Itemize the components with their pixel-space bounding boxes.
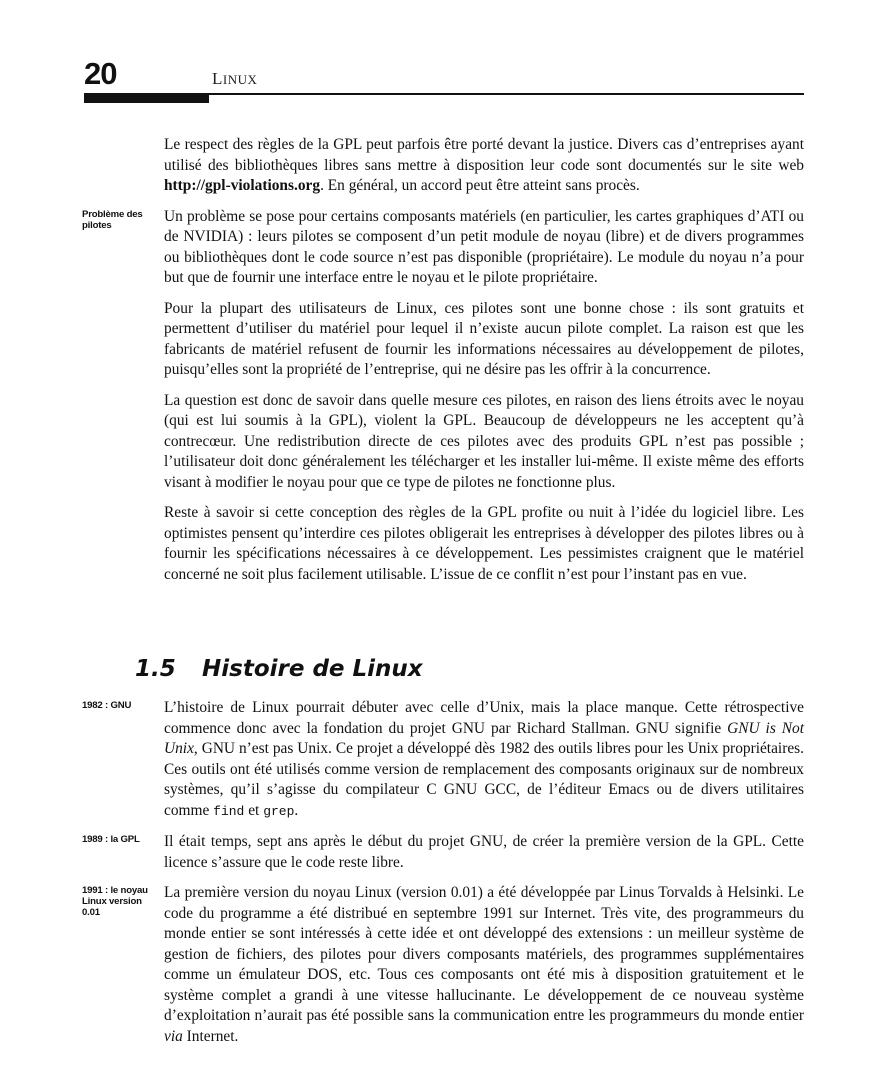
section-linux-history bbox=[82, 698, 804, 1057]
code-grep: grep bbox=[263, 803, 295, 819]
paragraph-linux-kernel bbox=[164, 883, 804, 1047]
paragraph-block bbox=[82, 698, 804, 822]
section-title: Histoire de Linux bbox=[202, 656, 423, 682]
paragraph-block bbox=[164, 299, 804, 381]
paragraph-driver-problem: Un problème se pose pour certains composants matériels (en particulier, les cartes graphiques d’ATI ou de NVIDIA) : leurs pilotes se composent d’un petit module de noyau (libre) et de divers programmes ou bibliothèques dont le code source n’est pas disponible (propriétaire). Le module du noyau n’a pour but que de fournir une interface entre le noyau et le pilote propriétaire. bbox=[164, 207, 804, 286]
code-find: find bbox=[213, 803, 245, 819]
paragraph-text: . En général, un accord peut être atteint sans procès. bbox=[320, 177, 640, 194]
paragraph-drivers-violation: La question est donc de savoir dans quelle mesure ces pilotes, en raison des liens étroits avec le noyau (qui est lui soumis à la GPL), violent la GPL. Beaucoup de développeurs ne les acceptent qu’à contrecœur. Une redistribution directe de ces pilotes avec des produits GPL n’est pas possible ; l’utilisateur doit donc généralement les télécharger et les installer lui-même. Il existe même des efforts visant à modifier le noyau pour que ce type de pilotes ne fonctionne plus. bbox=[164, 391, 804, 491]
paragraph-text: Le respect des règles de la GPL peut parfois être porté devant la justice. Divers cas d’entreprises ayant utilisé des bibliothèques libres sans mettre à disposition leur code sont documentés sur le site web bbox=[164, 136, 804, 174]
paragraph-text: . bbox=[294, 801, 299, 819]
paragraph-drivers-good: Pour la plupart des utilisateurs de Linux, ces pilotes sont une bonne chose : ils sont gratuits et permettent d’utiliser du matériel pour lequel il n’existe aucun pilote complet. La raison est que les fabricants de matériel refusent de fournir les informations nécessaires au développement de pilotes, puisqu’elles sont la propriété de l’entreprise, qui ne désire pas les offrir à la concurrence. bbox=[164, 299, 804, 378]
paragraph-gnu bbox=[164, 698, 804, 822]
paragraph-block bbox=[82, 832, 804, 873]
margin-note-drivers: Problème des pilotes bbox=[82, 208, 143, 231]
running-title-initial: L bbox=[212, 69, 223, 88]
paragraph-gpl: Il était temps, sept ans après le début du projet GNU, de créer la première version de la GPL. Cette licence s’assure que le code reste libre. bbox=[164, 833, 804, 871]
page-number: 20 bbox=[84, 56, 117, 91]
section-gpl-drivers bbox=[82, 135, 804, 595]
header-rule-accent bbox=[84, 93, 209, 103]
section-heading bbox=[135, 656, 423, 682]
margin-note-1982: 1982 : GNU bbox=[82, 700, 132, 711]
via-word: via bbox=[164, 1027, 183, 1045]
gnu-expansion: GNU is Not Unix bbox=[164, 719, 804, 757]
running-title-rest: INUX bbox=[222, 72, 258, 87]
page-header bbox=[84, 56, 804, 106]
gpl-violations-link[interactable]: http://gpl-violations.org bbox=[164, 177, 321, 194]
paragraph-text: , GNU n’est pas Unix. Ce projet a développé dès 1982 des outils libres pour les Unix propriétaires. Ces outils ont été utilisés comme version de remplacement des composants originaux sur de nombreux systèmes, qu’il s’agisse du compilateur C GNU GCC, de l’éditeur Emacs ou de divers utilitaires comme bbox=[164, 740, 804, 819]
section-number: 1.5 bbox=[135, 656, 176, 682]
paragraph-text: La première version du noyau Linux (version 0.01) a été développée par Linus Torvalds à Helsinki. Le code du programme a été distribué en septembre 1991 sur Internet. Très vite, des programmeurs du monde entier se sont intéressés à cette idée et ont développé des extensions : un meilleur système de gestion de fichiers, des pilotes pour divers composants matériels, des programmes supplémentaires comme un émulateur DOS, etc. Tous ces composants ont été mis à disposition gratuitement et le système complet a grandi à une vitesse hallucinante. Le développement de ce nouveau système d’exploitation n’aurait pas été possible sans la communication entre les programmeurs du monde entier bbox=[164, 884, 804, 1024]
paragraph-text: L’histoire de Linux pourrait débuter avec celle d’Unix, mais la place manque. Cette rétrospective commence donc avec la fondation du projet GNU par Richard Stallman. GNU signifie bbox=[164, 699, 804, 737]
paragraph-text: Internet. bbox=[182, 1027, 239, 1045]
paragraph-block bbox=[164, 391, 804, 494]
paragraph-block bbox=[82, 883, 804, 1047]
paragraph-gpl-justice bbox=[164, 135, 804, 197]
margin-note-1991: 1991 : le noyau Linux version 0.01 bbox=[82, 885, 148, 918]
running-title bbox=[212, 69, 257, 89]
paragraph-block bbox=[82, 207, 804, 289]
paragraph-block bbox=[164, 503, 804, 585]
margin-note-1989: 1989 : la GPL bbox=[82, 834, 140, 845]
paragraph-drivers-outlook: Reste à savoir si cette conception des règles de la GPL profite ou nuit à l’idée du logiciel libre. Les optimistes pensent qu’interdire ces pilotes obligerait les entreprises à développer des pilotes libres ou à fournir les spécifications nécessaires à ce développement. Les pessimistes craignent que le matériel concerné ne soit plus facilement utilisable. L’issue de ce conflit n’est pour l’instant pas en vue. bbox=[164, 504, 804, 583]
paragraph-text: et bbox=[244, 801, 264, 819]
paragraph-block bbox=[164, 135, 804, 197]
